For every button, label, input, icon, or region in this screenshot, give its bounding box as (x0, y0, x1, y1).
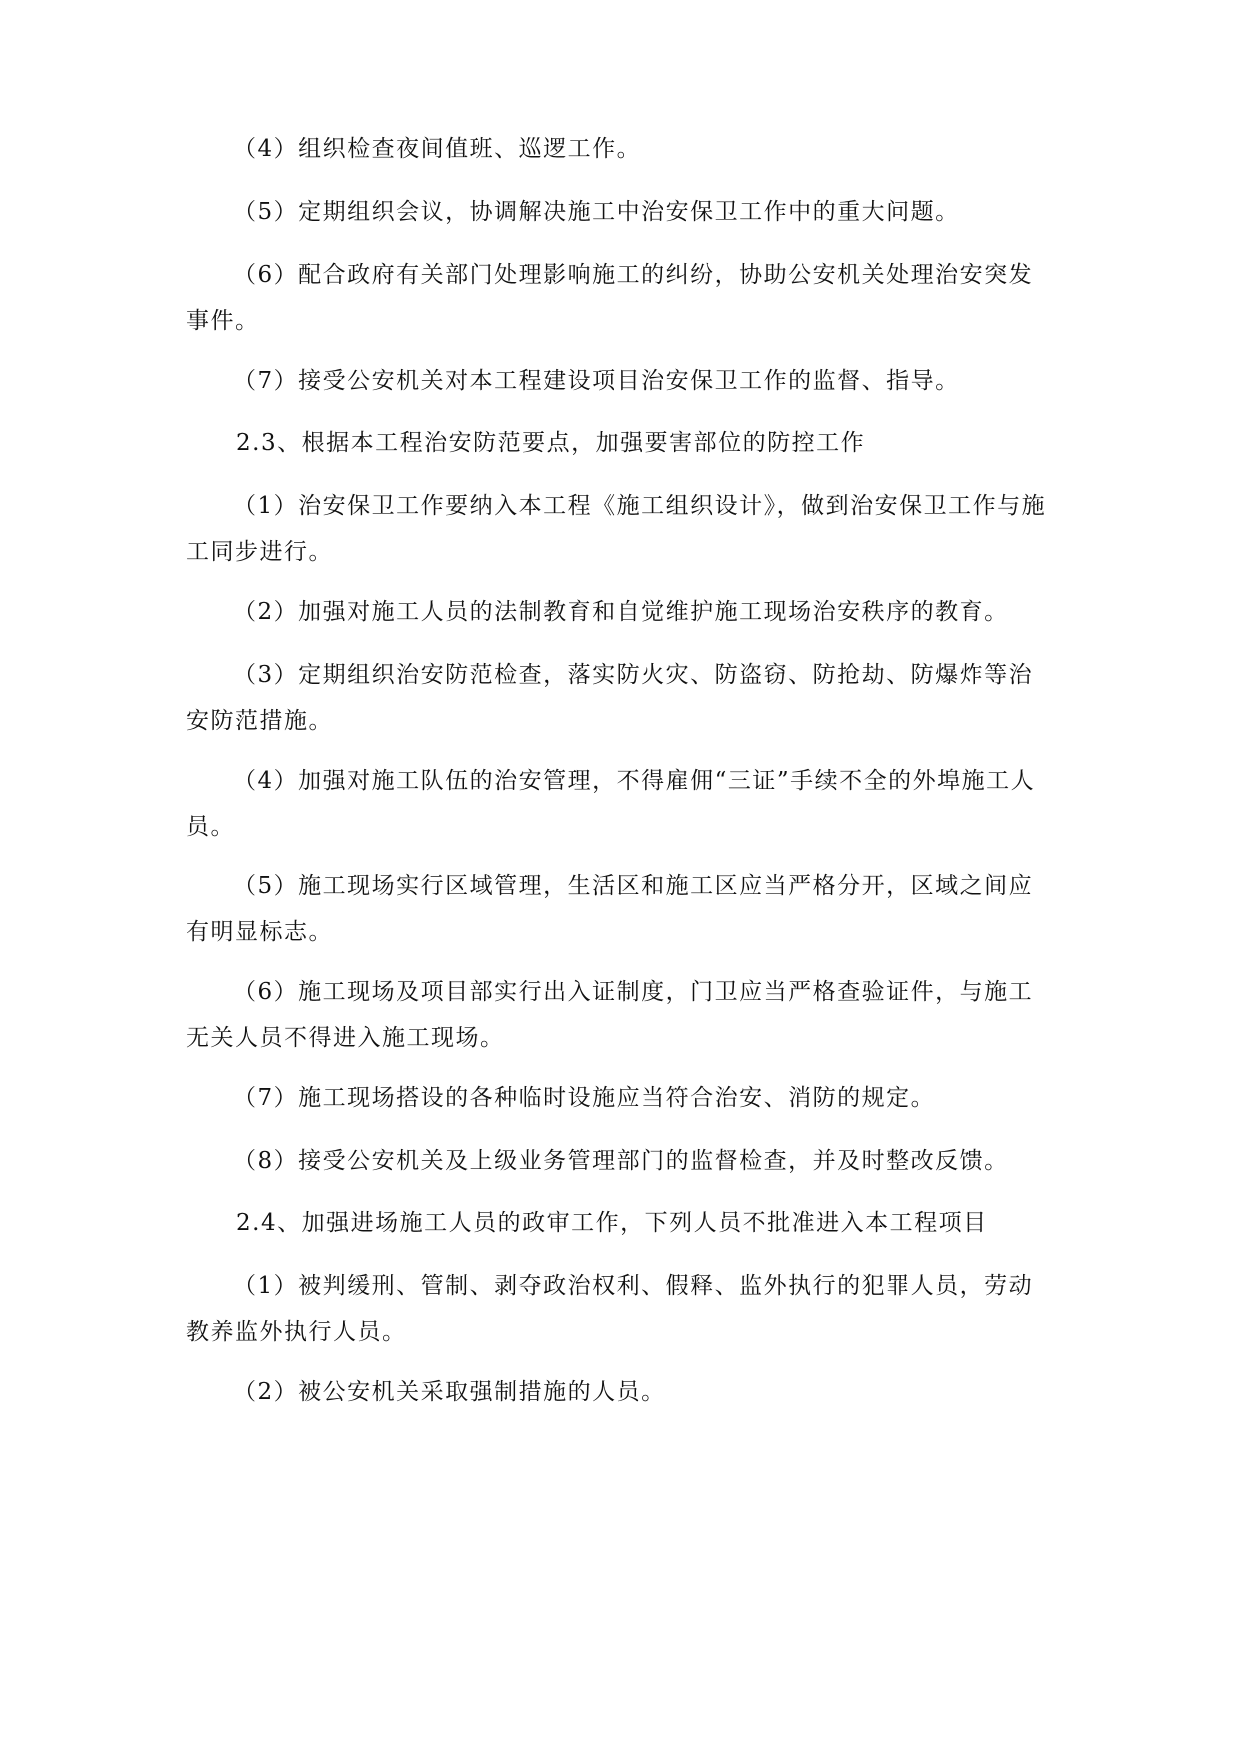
section-heading-2-4: 2.4、加强进场施工人员的政审工作，下列人员不批准进入本工程项目 (236, 1210, 988, 1236)
paragraph-item-4: （4）组织检查夜间值班、巡逻工作。 (233, 136, 642, 162)
paragraph-2-3-item-8: （8）接受公安机关及上级业务管理部门的监督检查，并及时整改反馈。 (233, 1148, 1009, 1174)
paragraph-2-3-item-6: （6）施工现场及项目部实行出入证制度，门卫应当严格查验证件，与施工无关人员不得进入施工现场。 (186, 979, 1034, 1051)
paragraph-2-4-item-1: （1）被判缓刑、管制、剥夺政治权利、假释、监外执行的犯罪人员，劳动教养监外执行人员。 (186, 1273, 1034, 1345)
paragraph-2-3-item-1: （1）治安保卫工作要纳入本工程《施工组织设计》，做到治安保卫工作与施工同步进行。 (186, 493, 1047, 565)
paragraph-item-6: （6）配合政府有关部门处理影响施工的纠纷，协助公安机关处理治安突发事件。 (186, 262, 1034, 334)
paragraph-2-4-item-2: （2）被公安机关采取强制措施的人员。 (233, 1379, 666, 1405)
section-heading-2-3: 2.3、根据本工程治安防范要点，加强要害部位的防控工作 (236, 430, 866, 456)
paragraph-2-3-item-5: （5）施工现场实行区域管理，生活区和施工区应当严格分开，区域之间应有明显标志。 (186, 873, 1034, 945)
paragraph-2-3-item-3: （3）定期组织治安防范检查，落实防火灾、防盗窃、防抢劫、防爆炸等治安防范措施。 (186, 662, 1034, 734)
paragraph-item-7: （7）接受公安机关对本工程建设项目治安保卫工作的监督、指导。 (233, 368, 960, 394)
paragraph-2-3-item-7: （7）施工现场搭设的各种临时设施应当符合治安、消防的规定。 (233, 1085, 936, 1111)
paragraph-2-3-item-4: （4）加强对施工队伍的治安管理，不得雇佣“三证”手续不全的外埠施工人员。 (186, 768, 1036, 840)
paragraph-item-5: （5）定期组织会议，协调解决施工中治安保卫工作中的重大问题。 (233, 199, 960, 225)
paragraph-2-3-item-2: （2）加强对施工人员的法制教育和自觉维护施工现场治安秩序的教育。 (233, 599, 1009, 625)
